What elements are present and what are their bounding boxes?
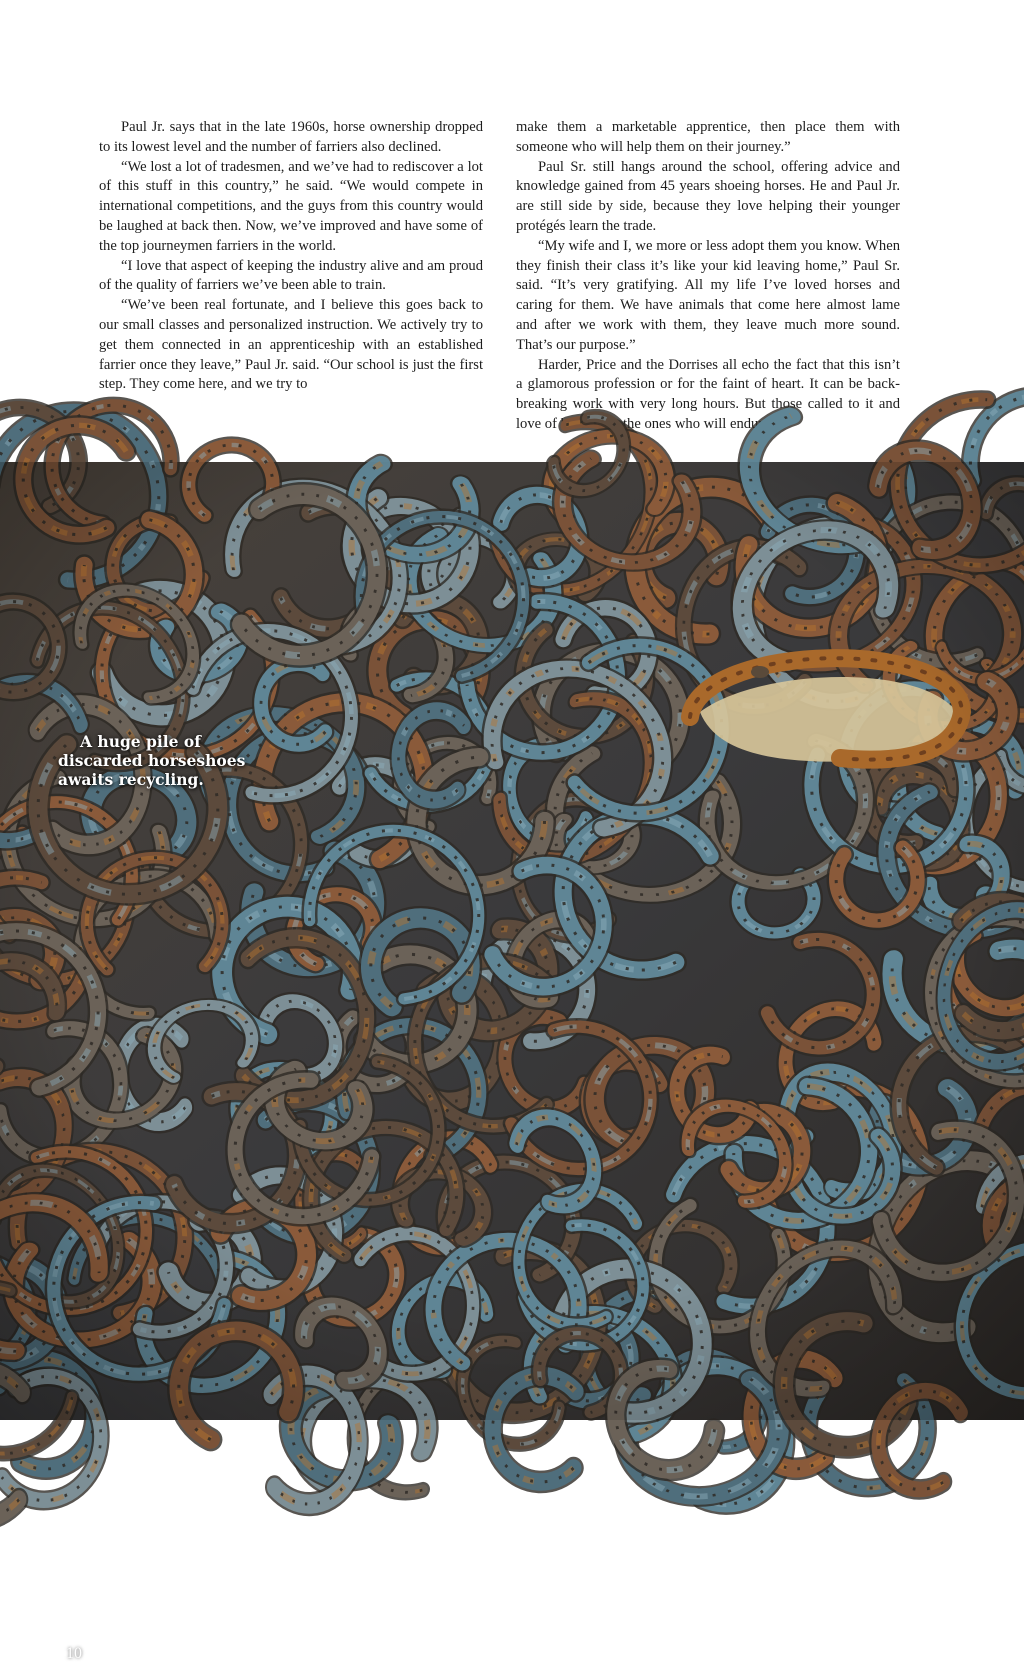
paragraph: Paul Jr. says that in the late 1960s, horse ownership dropped to its lowest level and the number of farriers also declined.	[99, 119, 483, 155]
article-column-right	[516, 118, 900, 435]
photo-caption: A huge pile of discarded horseshoes awaits recycling.	[58, 732, 246, 789]
paragraph: Harder, Price and the Dorrises all echo the fact that this isn’t a glamorous profession or for the faint of heart. It can be back-breaking work with very long hours. But those called to it and love of horses are the ones who will endure.	[516, 356, 900, 432]
paragraph: “We lost a lot of tradesmen, and we’ve had to rediscover a lot of this stuff in this country,” he said. “We would compete in international competitions, and the guys from this country would be laughed at back then. Now, we’ve improved and have some of the top journeymen farriers in the world.	[99, 158, 483, 254]
paragraph: “My wife and I, we more or less adopt them you know. When they finish their class it’s like your kid leaving home,” Paul Sr. said. “It’s very gratifying. All my life I’ve loved horses and caring for them. We have animals that come here almost lame and after we work with them, they leave much more sound. That’s our purpose.”	[516, 237, 900, 353]
paragraph: Paul Sr. still hangs around the school, offering advice and knowledge gained from 45 years shoeing horses. He and Paul Jr. are still side by side, because they love helping their younger protégés learn the trade.	[516, 158, 900, 234]
horseshoe-pile-image	[0, 462, 1024, 1420]
paragraph: make them a marketable apprentice, then place them with someone who will help them on their journey.”	[516, 119, 900, 155]
paragraph: “We’ve been real fortunate, and I believe this goes back to our small classes and personalized instruction. We actively try to get them connected in an apprenticeship with an established farrier once they leave,” Paul Jr. said. “Our school is just the first step. They come here, and we try to	[99, 297, 483, 393]
paragraph: “I love that aspect of keeping the industry alive and am proud of the quality of farriers we’ve been able to train.	[99, 257, 483, 294]
article-column-left	[99, 118, 483, 395]
horseshoe-pile-photo	[0, 462, 1024, 1662]
page-number: 10	[66, 1645, 82, 1662]
